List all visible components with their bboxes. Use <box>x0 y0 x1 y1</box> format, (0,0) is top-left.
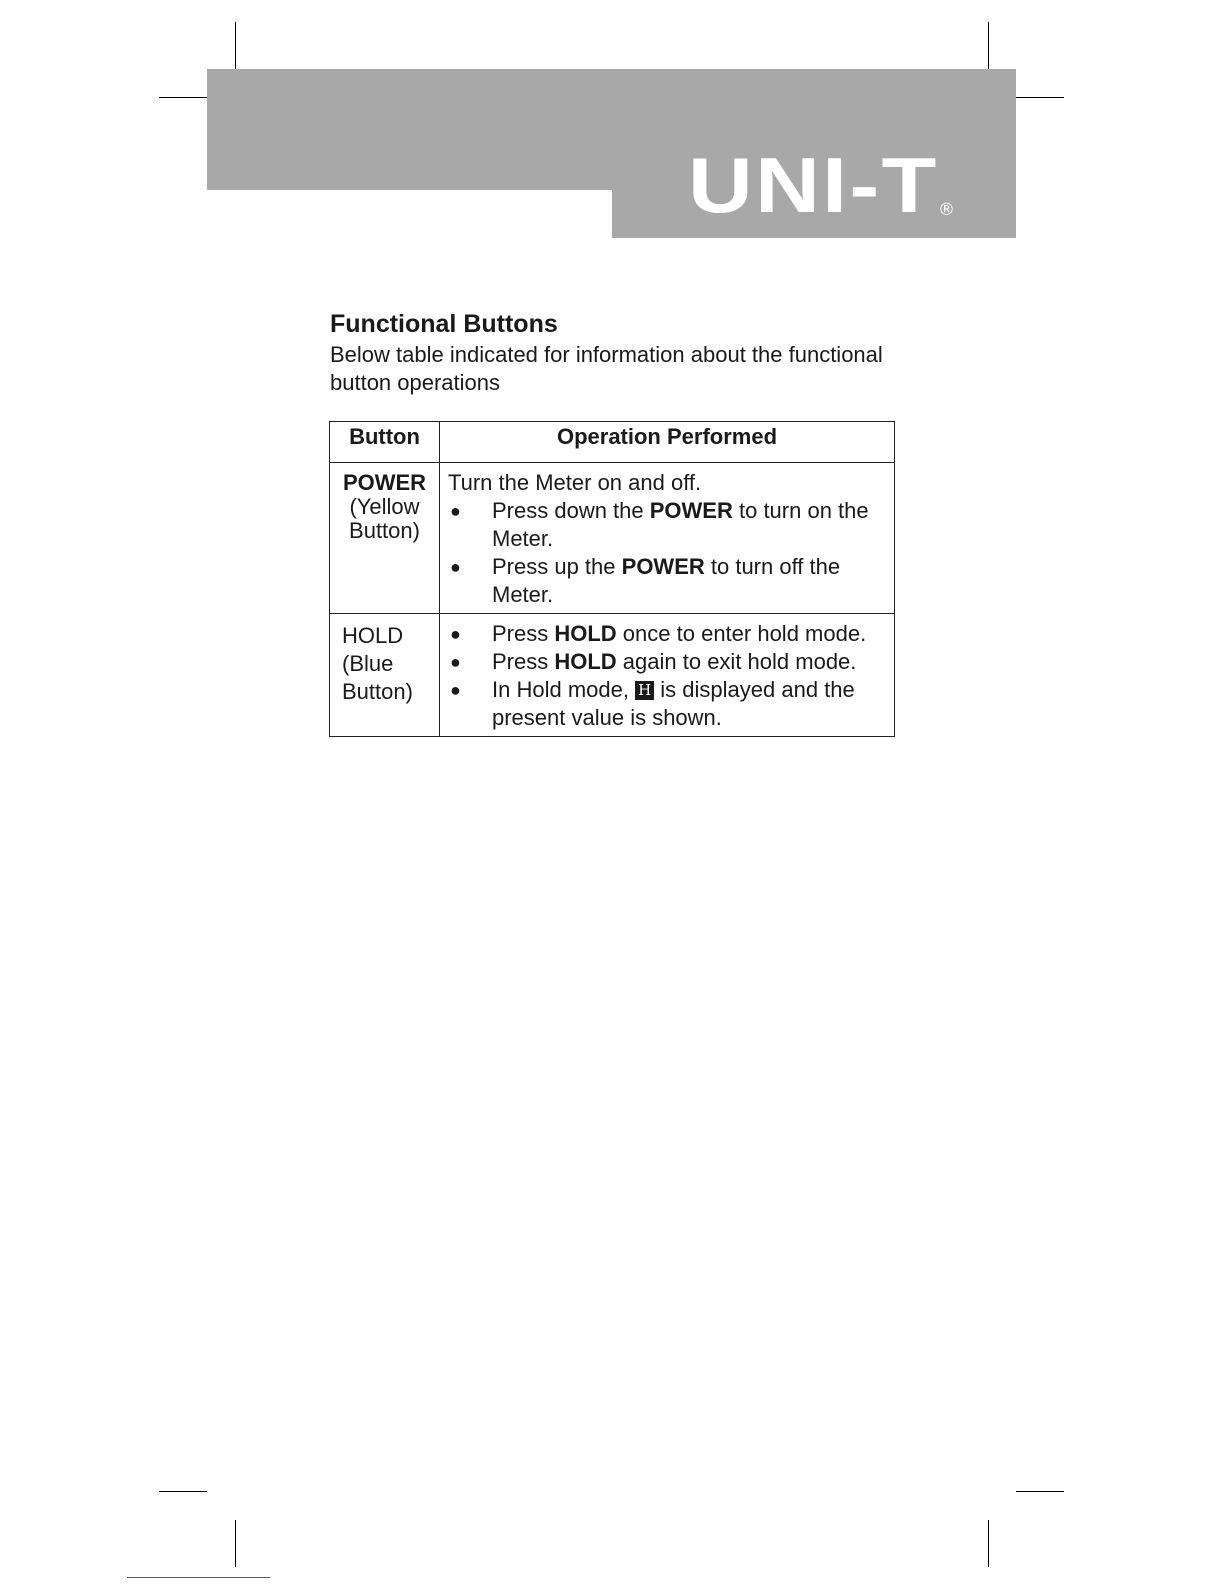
operation-intro: Turn the Meter on and off. <box>448 470 702 495</box>
crop-mark <box>988 1520 989 1567</box>
brand-logo: UNI-T <box>688 141 939 229</box>
table-row-hold <box>330 614 895 737</box>
crop-mark <box>988 22 989 69</box>
crop-mark <box>235 22 236 69</box>
crop-mark <box>159 1491 207 1492</box>
list-item <box>448 648 890 676</box>
button-cell <box>330 463 440 614</box>
bullet-icon: ● <box>450 501 461 521</box>
crop-mark <box>1016 1491 1064 1492</box>
bullet-icon: ● <box>450 557 461 577</box>
list-item <box>448 676 890 732</box>
button-cell <box>330 614 440 737</box>
crop-mark <box>159 97 207 98</box>
bullet-icon: ● <box>450 652 461 672</box>
list-item-text: Press up the POWER to turn off the Meter. <box>492 554 841 607</box>
operation-cell <box>440 463 895 614</box>
list-item-text: Press down the POWER to turn on the Meter. <box>492 498 869 551</box>
operation-cell <box>440 614 895 737</box>
button-name: HOLD <box>342 623 404 648</box>
section-intro: Below table indicated for information about the functional button operations <box>330 342 883 395</box>
section-title: Functional Buttons <box>330 310 558 338</box>
table-header-row <box>330 422 895 463</box>
list-item-text: Press HOLD again to exit hold mode. <box>492 649 857 674</box>
hold-h-icon: H <box>635 681 654 700</box>
bullet-icon: ● <box>450 680 461 700</box>
button-desc: Button) <box>349 518 420 543</box>
list-item <box>448 497 890 553</box>
column-header-button: Button <box>330 422 440 463</box>
button-desc: Button) <box>342 679 413 704</box>
button-desc: (Blue <box>342 651 394 676</box>
column-header-operation: Operation Performed <box>440 422 895 463</box>
function-table <box>329 421 895 737</box>
crop-mark <box>235 1520 236 1567</box>
list-item-text: Press HOLD once to enter hold mode. <box>492 621 867 646</box>
bullet-icon: ● <box>450 624 461 644</box>
registered-mark: ® <box>938 200 955 220</box>
button-name: POWER <box>342 470 427 495</box>
button-desc: (Yellow <box>349 494 420 519</box>
crop-mark <box>1016 97 1064 98</box>
list-item <box>448 553 890 609</box>
footer-link-underline <box>127 1577 270 1578</box>
table-row-power <box>330 463 895 614</box>
list-item <box>448 620 890 648</box>
list-item-text: In Hold mode, H is displayed and the present value is shown. <box>492 677 855 730</box>
